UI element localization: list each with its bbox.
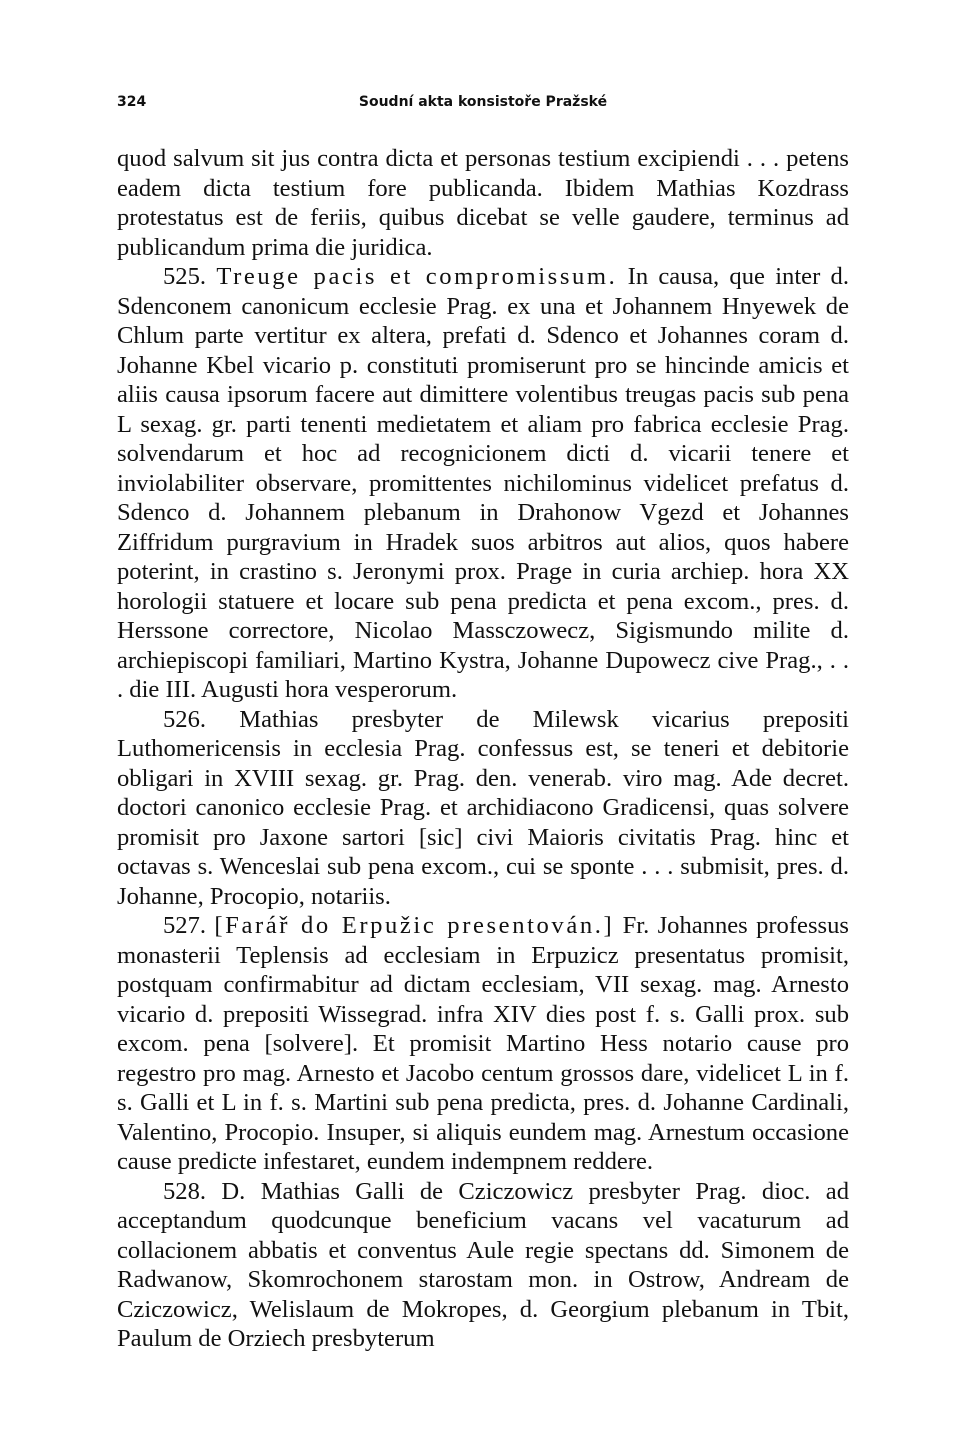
entry-528 xyxy=(117,1177,849,1354)
entry-text: Mathias presbyter de Milewsk vicarius prepositi Luthomericensis in ecclesia Prag. confessus est, se teneri et debitorie obligari in XVIII sexag. gr. Prag. den. venerab. viro mag. Ade decret. doctori canonico ecclesie Prag. et archidiacono Gradicensi, quas solvere promisit pro Jaxone sartori [sic] civi Maioris civitatis Prag. hinc et octavas s. Wenceslai sub pena excom., cui se sponte . . . submisit, pres. d. Johanne, Procopio, notariis. xyxy=(117,705,849,910)
entry-527 xyxy=(117,911,849,1177)
page-header xyxy=(117,94,849,118)
paragraph-continuation xyxy=(117,144,849,262)
page-number: 324 xyxy=(117,94,147,110)
entry-525 xyxy=(117,262,849,705)
running-title: Soudní akta konsistoře Pražské xyxy=(358,94,608,110)
document-page xyxy=(117,0,849,1440)
entry-number: 528. xyxy=(163,1177,207,1205)
entry-526 xyxy=(117,705,849,912)
entry-number: 526. xyxy=(163,705,207,733)
entry-heading: [Farář do Erpužic presentován.] xyxy=(214,912,615,939)
entry-text: Fr. Johannes professus monasterii Teplensis ad ecclesiam in Erpuzicz presentatus promisit, postquam confirmabitur ad dictam ecclesiam, VII sexag. mag. Arnesto vicario d. prepositi Wissegrad. infra XIV dies post f. s. Galli prox. sub excom. pena [solvere]. Et promisit Martino Hess notario cause pro regestro pro mag. Arnesto et Jacobo centum grossos dare, videlicet L in f. s. Galli et L in f. s. Martini sub pena predicta, pres. d. Johanne Cardinali, Valentino, Procopio. Insuper, si aliquis eundem mag. Arnestum occasione cause predicte infestaret, eundem indempnem reddere. xyxy=(117,912,849,1175)
entry-text: In causa, que inter d. Sdenconem canonicum ecclesie Prag. ex una et Johannem Hnyewek de Chlum parte vertitur ex altera, prefati d. Sdenco et Johannes coram d. Johanne Kbel vicario p. constituti promiserunt pro se hincinde amicis et aliis causa ipsorum facere aut dimittere volentibus treugas pacis sub pena L sexag. gr. parti tenenti medietatem et aliam pro fabrica ecclesie Prag. solvendarum et hoc ad recognicionem dicti d. vicarii tenere et inviolabiliter observare, promittentes nichilominus videlicet prefatus d. Sdenco d. Johannem plebanum in Drahonow Vgezd et Johannes Ziffridum purgravium in Hradek suos arbitros aut alios, quos habere poterint, in crastino s. Jeronymi prox. Prage in curia archiep. hora XX horologii statuere et locare sub pena predicta et pena excom., pres. d. Herssone correctore, Nicolao Massczowecz, Sigismundo milite d. archiepiscopi familiari, Martino Kystra, Johanne Dupowecz cive Prag., . . . die III. Augusti hora vesperorum. xyxy=(117,263,849,703)
entry-number: 527. xyxy=(163,912,207,939)
body-text xyxy=(117,144,849,1354)
paragraph-text: quod salvum sit jus contra dicta et personas testium excipiendi . . . petens eadem dicta testium fore publicanda. Ibidem Mathias Kozdrass protestatus est de feriis, quibus dicebat se velle gaudere, terminus ad publicandum prima die juridica. xyxy=(117,145,849,261)
entry-heading: Treuge pacis et compromissum. xyxy=(216,263,618,290)
entry-text: D. Mathias Galli de Cziczowicz presbyter Prag. dioc. ad acceptandum quodcunque beneficium vacans vel vacaturum ad collacionem abbatis et conventus Aule regie spectans dd. Simonem de Radwanow, Skomrochonem starostam mon. in Ostrow, Andream de Cziczowicz, Welislaum de Mokropes, d. Georgium plebanum in Tbit, Paulum de Orziech presbyterum xyxy=(117,1177,849,1352)
entry-number: 525. xyxy=(163,263,207,290)
